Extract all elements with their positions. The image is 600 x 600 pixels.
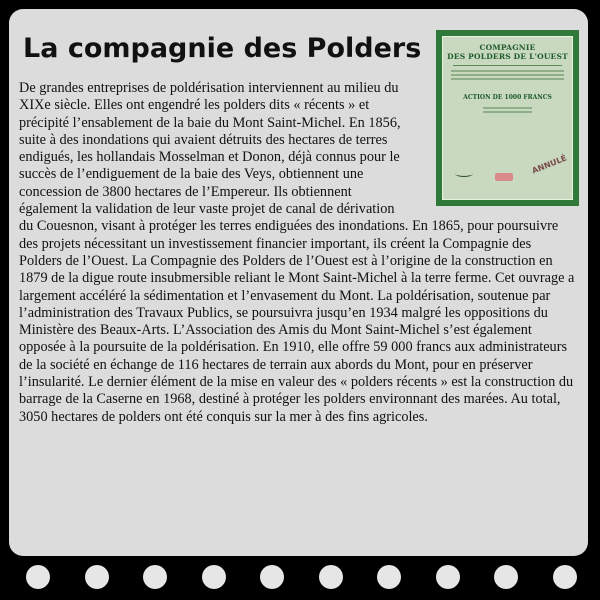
binder-hole xyxy=(85,565,109,589)
certificate-fine-print xyxy=(451,74,564,76)
certificate-company-line-1: COMPAGNIE xyxy=(479,43,536,52)
binder-hole xyxy=(260,565,284,589)
certificate-fine-print xyxy=(451,70,564,72)
image-wrap-spacer xyxy=(410,80,576,211)
page-title: La compagnie des Polders xyxy=(23,33,422,64)
binder-hole xyxy=(143,565,167,589)
certificate-company-name xyxy=(443,43,572,61)
cancelled-stamp: ANNULÉ xyxy=(531,153,569,176)
binder-hole xyxy=(436,565,460,589)
article-paragraph: De grandes entreprises de poldérisation interviennent au milieu du XIXe siècle. Elles ont engendré les polders dits « récents » et précipité l’ensablement de la baie du Mont Saint-Michel. En 1856, suite à des inondations qui avaient détruits des hectares de terres endigués, les hollandais Mosselman et Donon, déjà connus pour le succès de l’endiguement de la baie des Veys, obtiennent une concession de 3800 hectares de l’Empereur. Ils obtiennent également la validation de leur vaste projet de canal de dérivation du Couesnon, visant à protéger les terres endiguées des inondations. En 1865, pour poursuivre des projets nécessitant un investissement financier important, ils créent la Compagnie des Polders de l’Ouest. La Compagnie des Polders de l’Ouest est à l’origine de la construction en 1879 de la digue route insubmersible reliant le Mont Saint-Michel à la terre ferme. Cet ouvrage a largement accéléré la sédimentation et l’envasement du Mont. La poldérisation, soutenue par l’administration des Travaux Publics, se poursuivra jusqu’en 1934 malgré les oppositions du Ministère des Beaux-Arts. L’Association des Amis du Mont Saint-Michel s’est également opposée à la poursuite de la poldérisation. En 1910, elle offre 59 000 francs aux administrateurs de la société en échange de 116 hectares de terrain aux abords du Mont, pour en préserver l’insularité. Le dernier élément de la mise en valeur des « polders récents » est la construction du barrage de la Caserne en 1968, destiné à protéger les polders environnant des marées. Au total, 3050 hectares de polders ont été conquis sur la mer à des fins agricoles. xyxy=(19,80,575,425)
binder-hole xyxy=(202,565,226,589)
certificate-rule xyxy=(453,65,562,66)
article-text xyxy=(19,80,576,426)
certificate-company-line-2: DES POLDERS DE L'OUEST xyxy=(447,52,568,61)
binder-hole xyxy=(553,565,577,589)
certificate-action-label: ACTION DE 1000 FRANCS xyxy=(463,94,552,101)
binder-hole xyxy=(377,565,401,589)
binder-hole xyxy=(26,565,50,589)
binder-holes xyxy=(0,565,600,591)
binder-hole xyxy=(319,565,343,589)
binder-hole xyxy=(494,565,518,589)
